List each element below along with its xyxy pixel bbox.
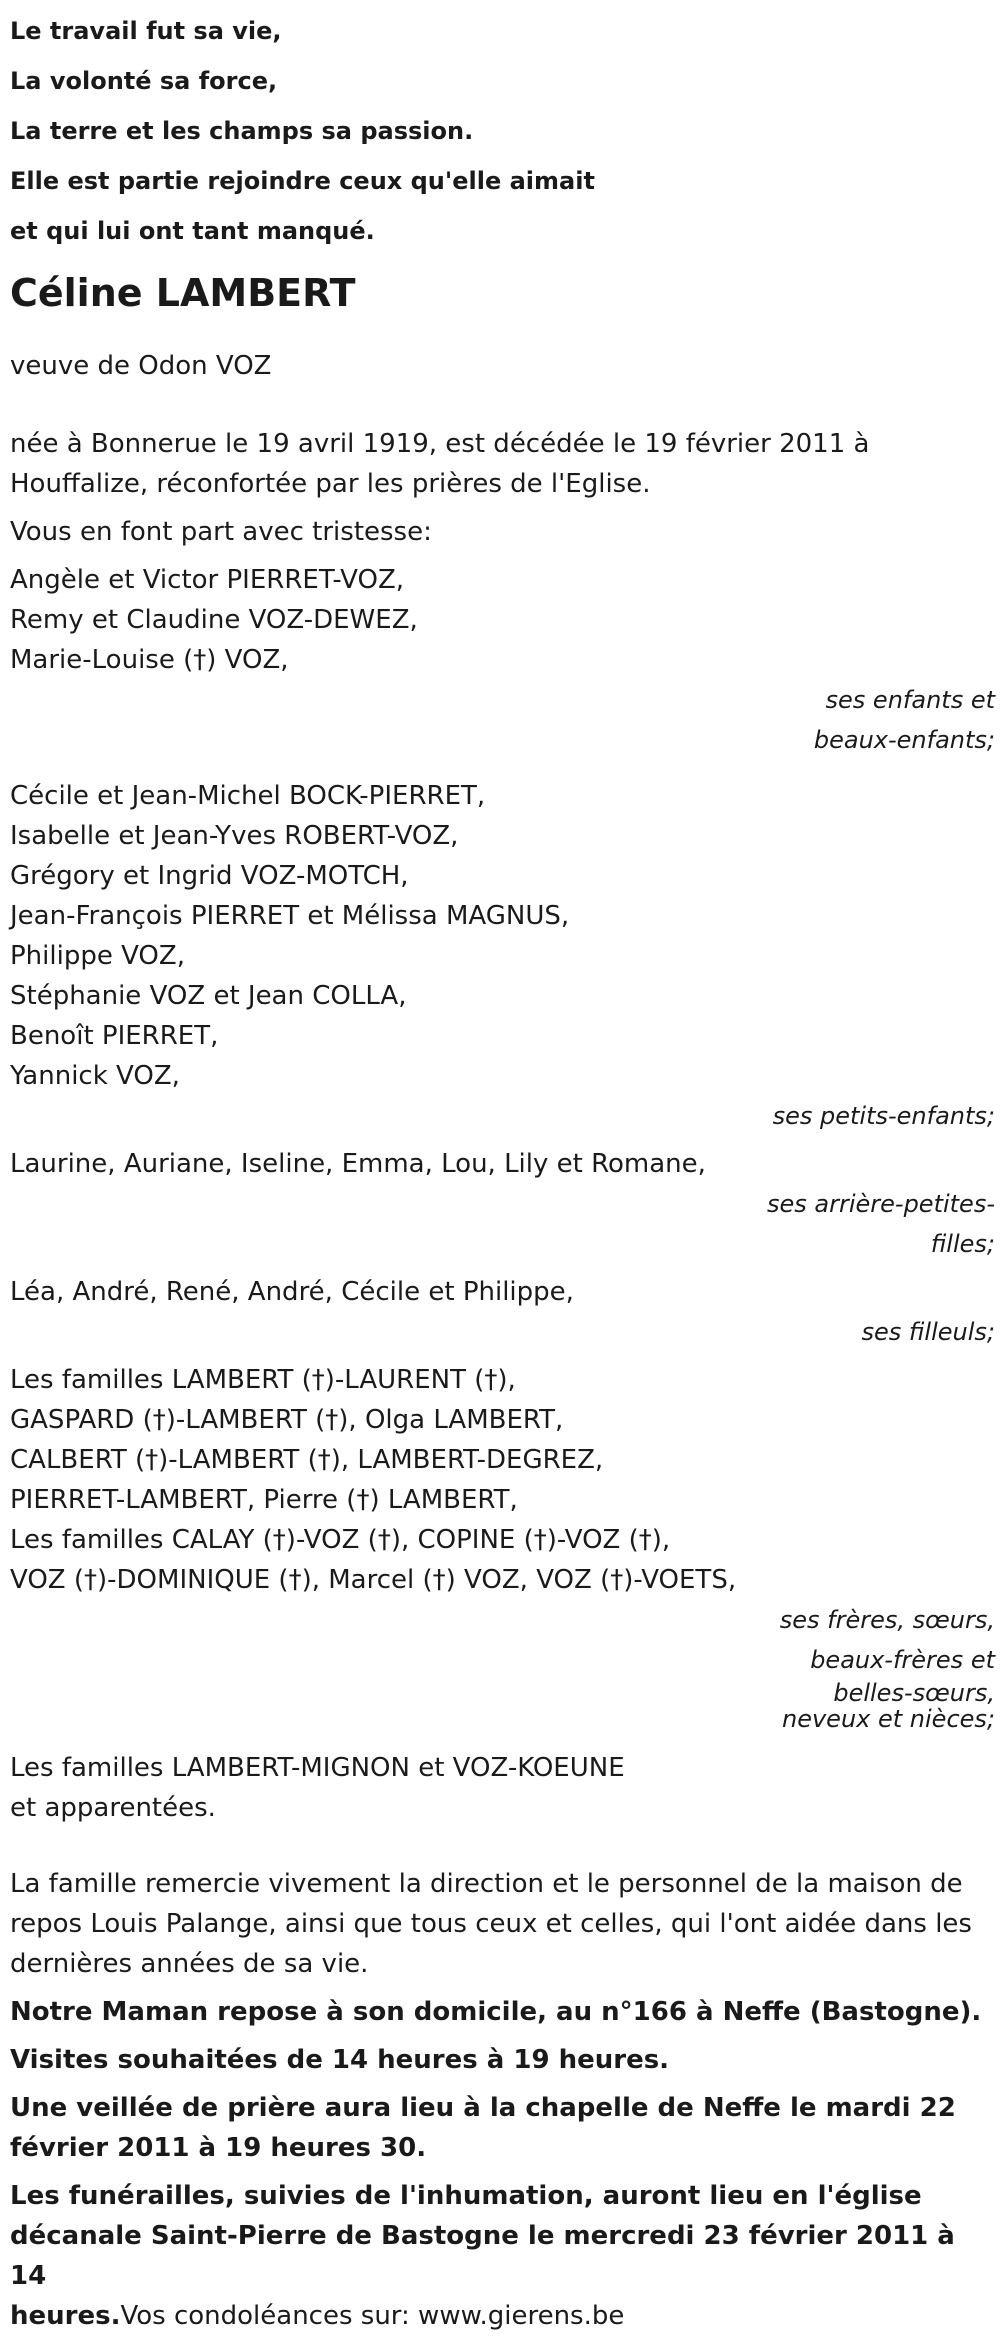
birth-death-text: née à Bonnerue le 19 avril 1919, est décédée le 19 février 2011 à Houffalize, réconfortée par les prières de l'Eglise.: [10, 429, 870, 499]
deceased-name: Céline LAMBERT: [10, 271, 356, 315]
family-group-great-grandchildren: [10, 1144, 995, 1264]
poem: [10, 6, 995, 256]
family-name-line: Marie-Louise (†) VOZ,: [10, 645, 289, 675]
family-name-line: Remy et Claudine VOZ-DEWEZ,: [10, 605, 418, 635]
family-name-line: Isabelle et Jean-Yves ROBERT-VOZ,: [10, 821, 459, 851]
related-families: Les familles LAMBERT-MIGNON et VOZ-KOEUNE et apparentées.: [10, 1753, 625, 1823]
poem-line: La volonté sa force,: [10, 67, 278, 95]
family-group-godchildren: [10, 1272, 995, 1352]
family-name-line: Yannick VOZ,: [10, 1061, 180, 1091]
family-group-grandchildren: [10, 776, 995, 1136]
family-name-line: Philippe VOZ,: [10, 941, 185, 971]
family-name-line: Grégory et Ingrid VOZ-MOTCH,: [10, 861, 409, 891]
obituary-notice: [10, 0, 995, 2336]
family-name-line: Jean-François PIERRET et Mélissa MAGNUS,: [10, 901, 570, 931]
visits-info: Visites souhaitées de 14 heures à 19 heures.: [10, 2045, 670, 2075]
family-name-line: Léa, André, René, André, Cécile et Philippe,: [10, 1277, 574, 1307]
family-name-line: VOZ (†)-DOMINIQUE (†), Marcel (†) VOZ, VOZ (†)-VOETS,: [10, 1565, 737, 1595]
relation-label: ses enfants et beaux-enfants;: [813, 686, 995, 754]
family-name-line: Laurine, Auriane, Iseline, Emma, Lou, Lily et Romane,: [10, 1149, 706, 1179]
family-name-line: GASPARD (†)-LAMBERT (†), Olga LAMBERT,: [10, 1405, 564, 1435]
family-name-line: Benoît PIERRET,: [10, 1021, 219, 1051]
family-name-line: Stéphanie VOZ et Jean COLLA,: [10, 981, 407, 1011]
family-name-line: CALBERT (†)-LAMBERT (†), LAMBERT-DEGREZ,: [10, 1445, 604, 1475]
relation-label: ses filleuls;: [861, 1318, 995, 1346]
family-name-line: Angèle et Victor PIERRET-VOZ,: [10, 565, 405, 595]
family-name-line: PIERRET-LAMBERT, Pierre (†) LAMBERT,: [10, 1485, 518, 1515]
widow-of: veuve de Odon VOZ: [10, 351, 272, 381]
poem-line: Elle est partie rejoindre ceux qu'elle aimait: [10, 167, 595, 195]
rest-info: Notre Maman repose à son domicile, au n°166 à Neffe (Bastogne).: [10, 1997, 982, 2027]
family-name-line: Les familles CALAY (†)-VOZ (†), COPINE (†)-VOZ (†),: [10, 1525, 671, 1555]
family-name-line: Cécile et Jean-Michel BOCK-PIERRET,: [10, 781, 486, 811]
funeral-ceremony-info: Les funérailles, suivies de l'inhumation, auront lieu en l'église décanale Saint-Pierre de Bastogne le mercredi 23 février 2011 à 14 heures.Vos condoléances sur: www.gierens.be: [10, 2181, 955, 2331]
relation-label: ses arrière-petites- filles;: [767, 1190, 995, 1258]
poem-line: et qui lui ont tant manqué.: [10, 217, 375, 245]
relation-label: ses frères, sœurs, beaux-frères et belles-sœurs, neveux et nièces;: [779, 1606, 995, 1733]
intro-text: Vous en font part avec tristesse:: [10, 517, 432, 547]
poem-line: Le travail fut sa vie,: [10, 17, 282, 45]
condolences-link[interactable]: Vos condoléances sur: www.gierens.be: [120, 2301, 625, 2331]
thanks-paragraph: La famille remercie vivement la direction et le personnel de la maison de repos Louis Palange, ainsi que tous ceux et celles, qui l'ont aidée dans les dernières années de sa vie.: [10, 1869, 972, 1979]
family-group-siblings: [10, 1360, 995, 1732]
family-group-children: [10, 560, 995, 760]
family-name-line: Les familles LAMBERT (†)-LAURENT (†),: [10, 1365, 516, 1395]
funeral-info: [10, 1992, 995, 2336]
vigil-info: Une veillée de prière aura lieu à la chapelle de Neffe le mardi 22 février 2011 à 19 heures 30.: [10, 2093, 956, 2163]
relation-label: ses petits-enfants;: [772, 1102, 995, 1130]
poem-line: La terre et les champs sa passion.: [10, 117, 474, 145]
